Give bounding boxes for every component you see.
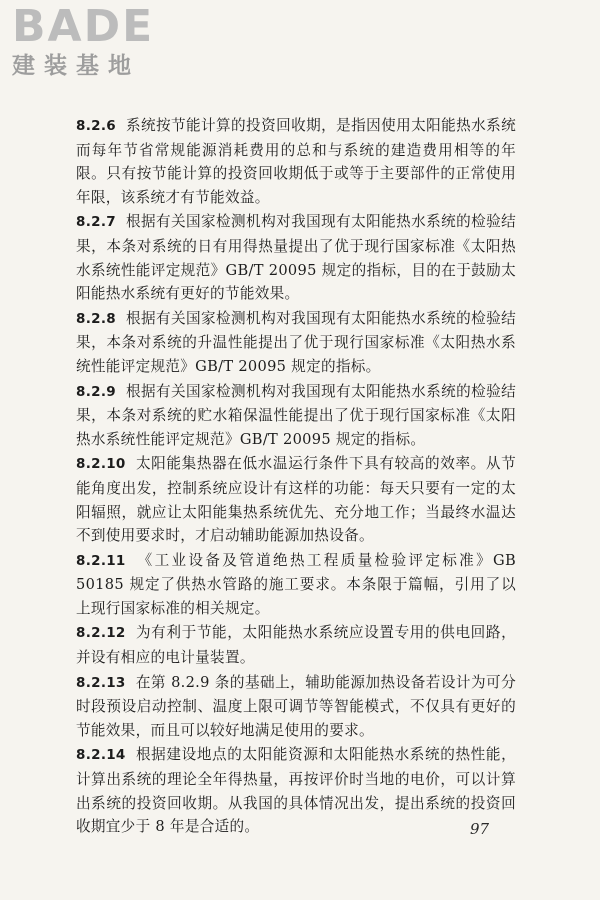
clause-8-2-11 [76, 549, 516, 621]
logo [12, 1, 182, 80]
clause-number: 8.2.12 [76, 625, 126, 642]
clause-8-2-7 [76, 210, 516, 305]
logo-subtitle: 建装基地 [12, 53, 140, 79]
clause-text: 太阳能集热器在低水温运行条件下具有较高的效率。从节能角度出发，控制系统应设计有这样的功能：每天只要有一定的太阳辐照，就应让太阳能集热系统优先、充分地工作；当最终水温达不到使用要求时，才启动辅助能源加热设备。 [76, 455, 516, 545]
clause-8-2-10 [76, 452, 516, 547]
clause-8-2-8 [76, 307, 516, 379]
logo-wordmark: BADE [12, 1, 155, 52]
clause-number: 8.2.8 [76, 310, 116, 327]
clause-text: 系统按节能计算的投资回收期，是指因使用太阳能热水系统而每年节省常规能源消耗费用的总和与系统的建造费用相等的年限。只有按节能计算的投资回收期低于或等于主要部件的正常使用年限，该系统才有节能效益。 [76, 117, 516, 206]
clause-number: 8.2.9 [76, 383, 116, 400]
clause-8-2-14 [76, 743, 516, 838]
clause-number: 8.2.14 [76, 747, 126, 764]
clause-8-2-13 [76, 671, 516, 743]
clause-text: 根据建设地点的太阳能资源和太阳能热水系统的热性能，计算出系统的理论全年得热量，再按评价时当地的电价，可以计算出系统的投资回收期。从我国的具体情况出发，提出系统的投资回收期宜少于 8 年是合适的。 [76, 746, 516, 836]
clause-number: 8.2.7 [76, 214, 116, 231]
clause-8-2-9 [76, 380, 516, 452]
clause-text: 根据有关国家检测机构对我国现有太阳能热水系统的检验结果，本条对系统的日有用得热量提出了优于现行国家标准《太阳热水系统性能评定规范》GB/T 20095 规定的指标，目的在于鼓励太阳能热水系统有更好的节能效果。 [76, 213, 516, 303]
clause-text: 根据有关国家检测机构对我国现有太阳能热水系统的检验结果，本条对系统的贮水箱保温性能提出了优于现行国家标准《太阳热水系统性能评定规范》GB/T 20095 规定的指标。 [76, 382, 516, 448]
clause-number: 8.2.6 [76, 118, 116, 134]
clause-8-2-12 [76, 621, 516, 669]
clause-text: 在第 8.2.9 条的基础上，辅助能源加热设备若设计为可分时段预设启动控制、温度上限可调节等智能模式，不仅具有更好的节能效果，而且可以较好地满足使用的要求。 [76, 673, 516, 739]
clause-number: 8.2.10 [76, 456, 126, 473]
document-body [76, 114, 516, 840]
clause-number: 8.2.13 [76, 674, 126, 691]
clause-text: 根据有关国家检测机构对我国现有太阳能热水系统的检验结果，本条对系统的升温性能提出了优于现行国家标准《太阳热水系统性能评定规范》GB/T 20095 规定的指标。 [76, 309, 516, 375]
clause-8-2-6 [76, 114, 516, 209]
clause-text: 《工业设备及管道绝热工程质量检验评定标准》GB 50185 规定了供热水管路的施工要求。本条限于篇幅，引用了以上现行国家标准的相关规定。 [76, 551, 516, 617]
clause-number: 8.2.11 [76, 552, 126, 569]
page-number: 97 [470, 820, 490, 838]
clause-text: 为有利于节能，太阳能热水系统应设置专用的供电回路，并设有相应的电计量装置。 [76, 624, 516, 667]
